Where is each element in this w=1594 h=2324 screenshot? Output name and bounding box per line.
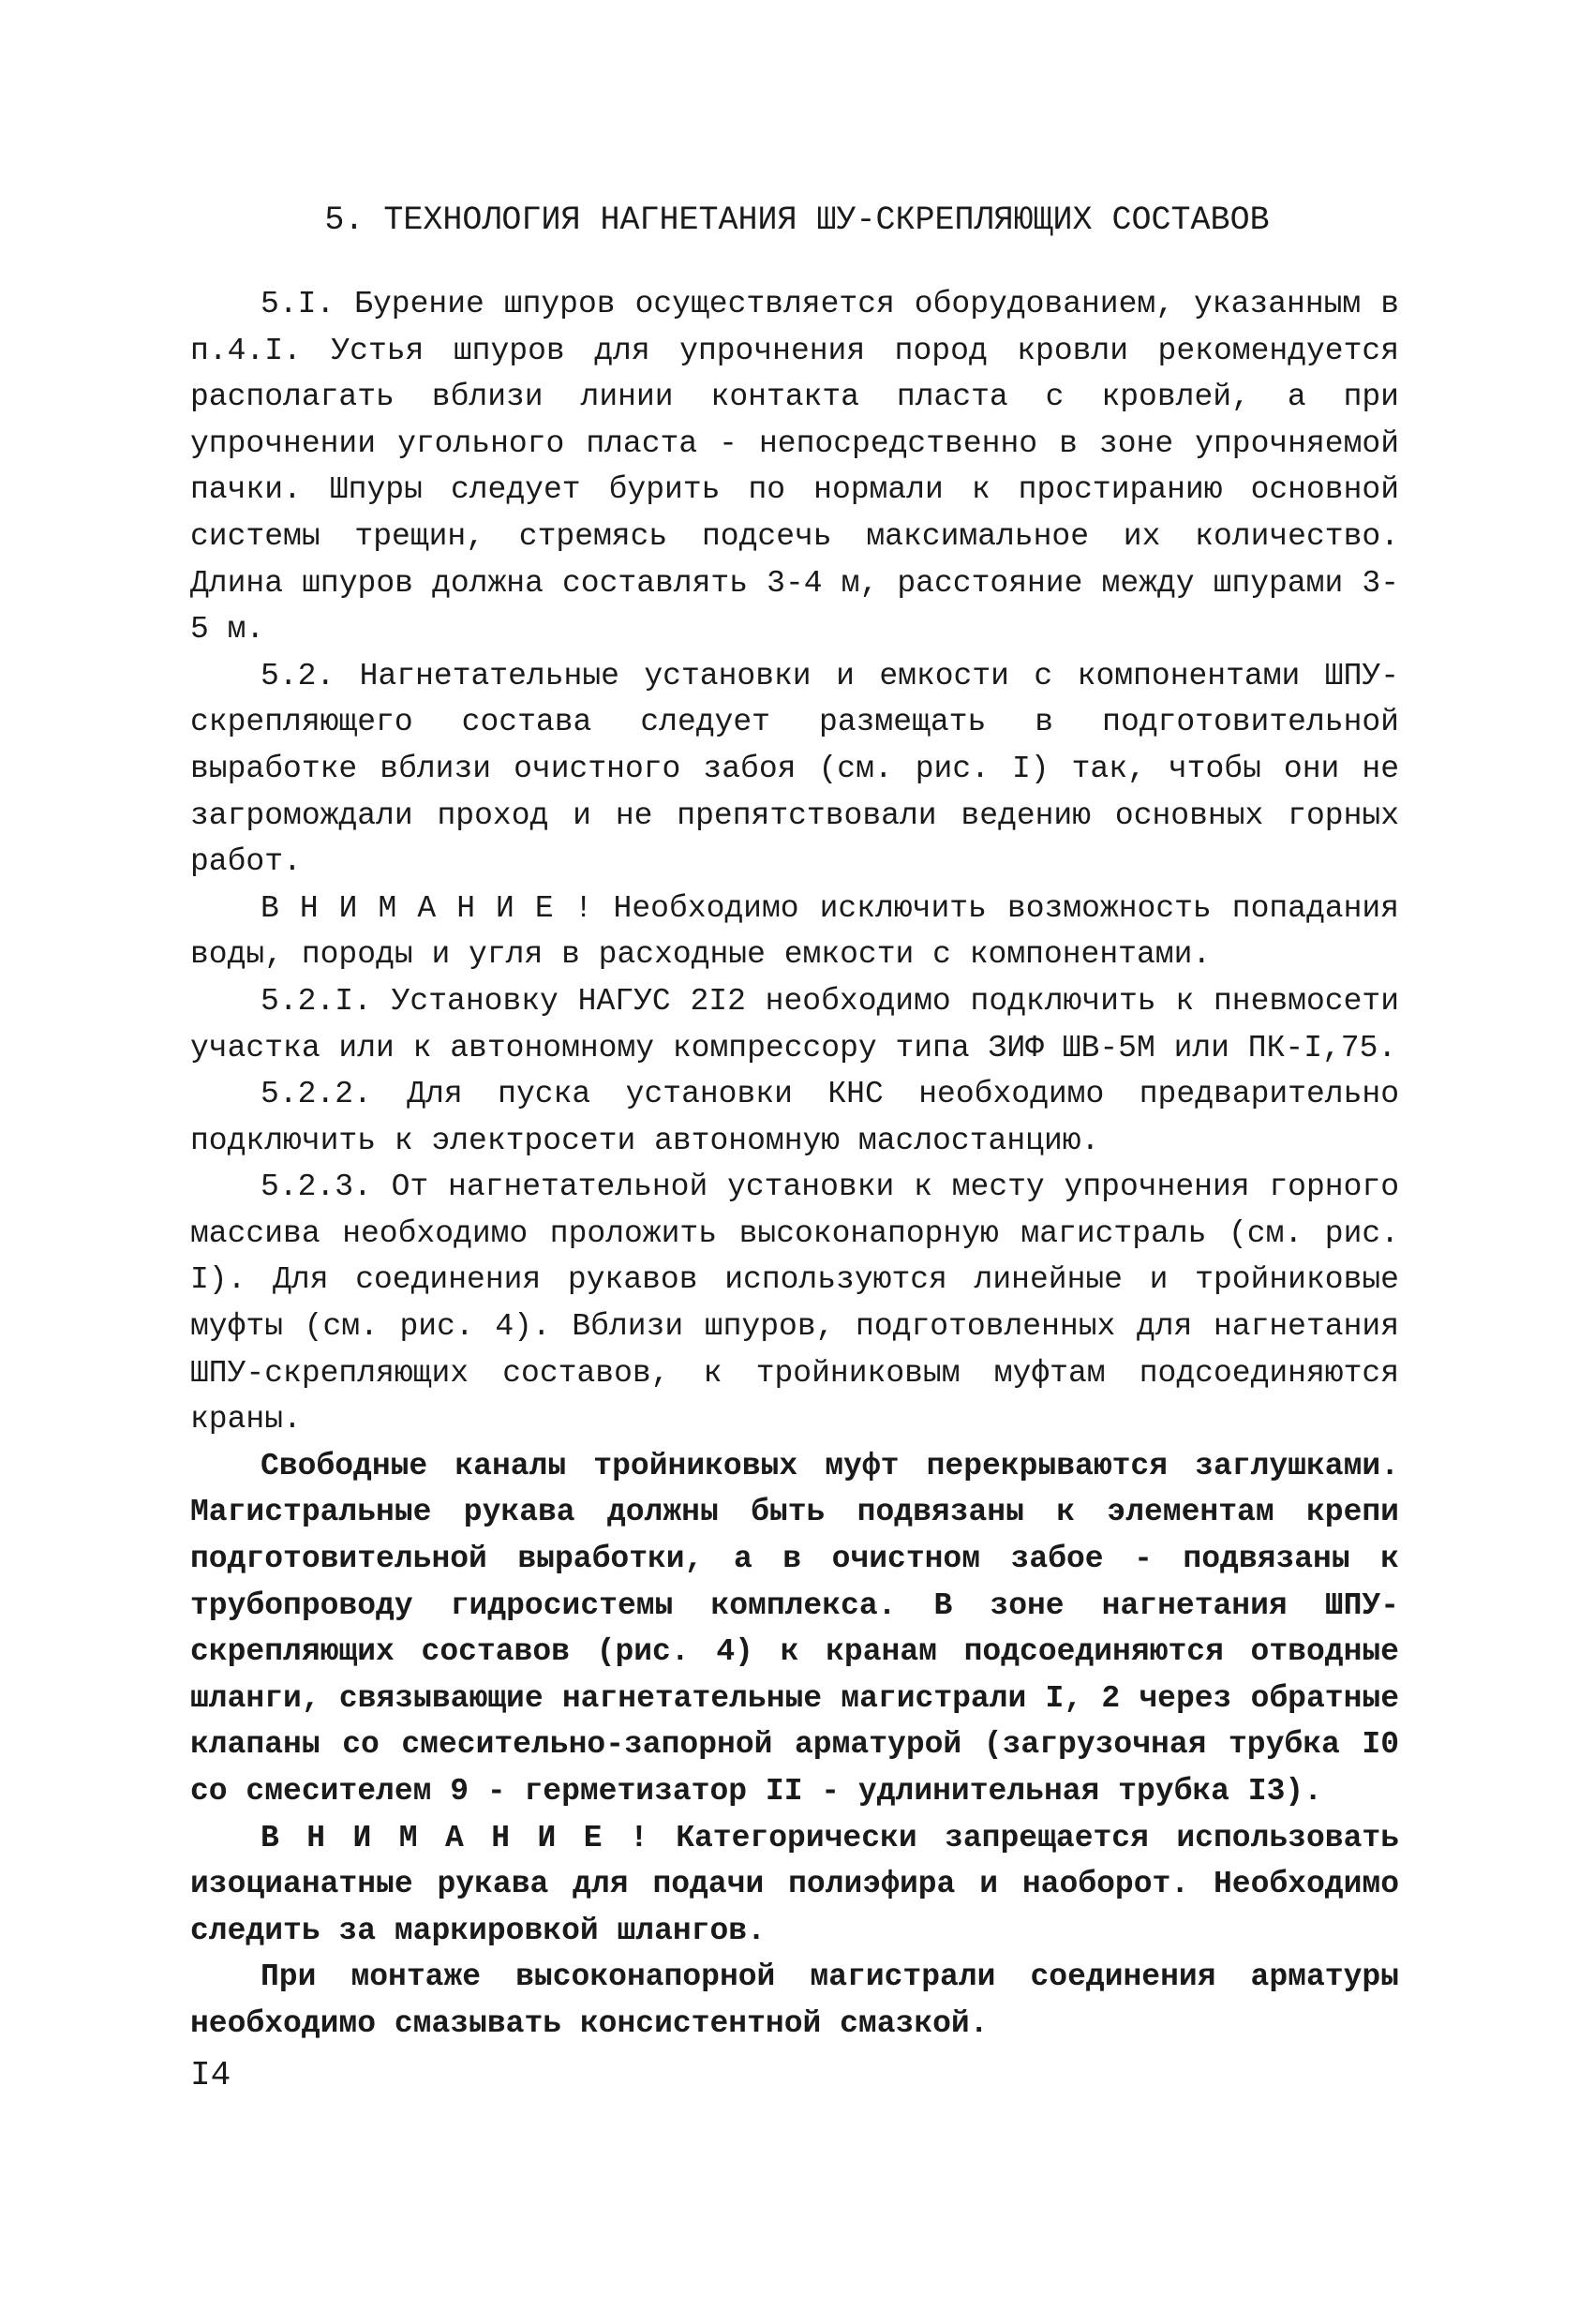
warning-paragraph-2: В Н И М А Н И Е ! Категорически запрещается использовать изоцианатные рукава для подачи полиэфира и наоборот. Необходимо следить за маркировкой шлангов. bbox=[190, 1820, 1399, 1948]
paragraph-5-1: 5.I. Бурение шпуров осуществляется оборудованием, указанным в п.4.I. Устья шпуров для упрочнения пород кровли рекомендуется располагать вблизи линии контакта пласта с кровлей, а при упрочнении угольного пласта - непосредственно в зоне упрочняемой пачки. Шпуры следует бурить по нормали к простиранию основной системы трещин, стремясь подсечь максимальное их количество. Длина шпуров должна составлять 3-4 м, расстояние между шпурами 3-5 м. bbox=[190, 287, 1399, 648]
paragraph-5-2-3: 5.2.3. От нагнетательной установки к месту упрочнения горного массива необходимо проложить высоконапорную магистраль (см. рис. I). Для соединения рукавов используются линейные и тройниковые муфты (см. рис. 4). Вблизи шпуров, подготовленных для нагнетания ШПУ-скрепляющих составов, к тройниковым муфтам подсоединяются краны. bbox=[190, 1169, 1399, 1438]
body-text bbox=[190, 281, 1399, 2048]
page-number: I4 bbox=[190, 2056, 231, 2094]
paragraph-mounting: При монтаже высоконапорной магистрали соединения арматуры необходимо смазывать консистентной смазкой. bbox=[190, 1959, 1399, 2041]
paragraph-5-2: 5.2. Нагнетательные установки и емкости с компонентами ШПУ-скрепляющего состава следует размещать в подготовительной выработке вблизи очистного забоя (см. рис. I) так, чтобы они не загромождали проход и не препятствовали ведению основных горных работ. bbox=[190, 658, 1399, 880]
paragraph-5-2-1: 5.2.I. Установку НАГУС 2I2 необходимо подключить к пневмосети участка или к автономному компрессору типа ЗИФ ШВ-5М или ПК-I,75. bbox=[190, 983, 1399, 1065]
paragraph-free-channels: Свободные каналы тройниковых муфт перекрываются заглушками. Магистральные рукава должны быть подвязаны к элементам крепи подготовительной выработки, а в очистном забое - подвязаны к трубопроводу гидросистемы комплекса. В зоне нагнетания ШПУ-скрепляющих составов (рис. 4) к кранам подсоединяются отводные шланги, связывающие нагнетательные магистрали I, 2 через обратные клапаны со смесительно-запорной арматурой (загрузочная трубка I0 со смесителем 9 - герметизатор II - удлинительная трубка I3). bbox=[190, 1448, 1399, 1809]
warning-paragraph-1: В Н И М А Н И Е ! Необходимо исключить возможность попадания воды, породы и угля в расходные емкости с компонентами. bbox=[190, 890, 1399, 973]
section-title: 5. ТЕХНОЛОГИЯ НАГНЕТАНИЯ ШУ-СКРЕПЛЯЮЩИХ СОСТАВОВ bbox=[324, 201, 1270, 239]
paragraph-5-2-2: 5.2.2. Для пуска установки КНС необходимо предварительно подключить к электросети автономную маслостанцию. bbox=[190, 1077, 1399, 1158]
